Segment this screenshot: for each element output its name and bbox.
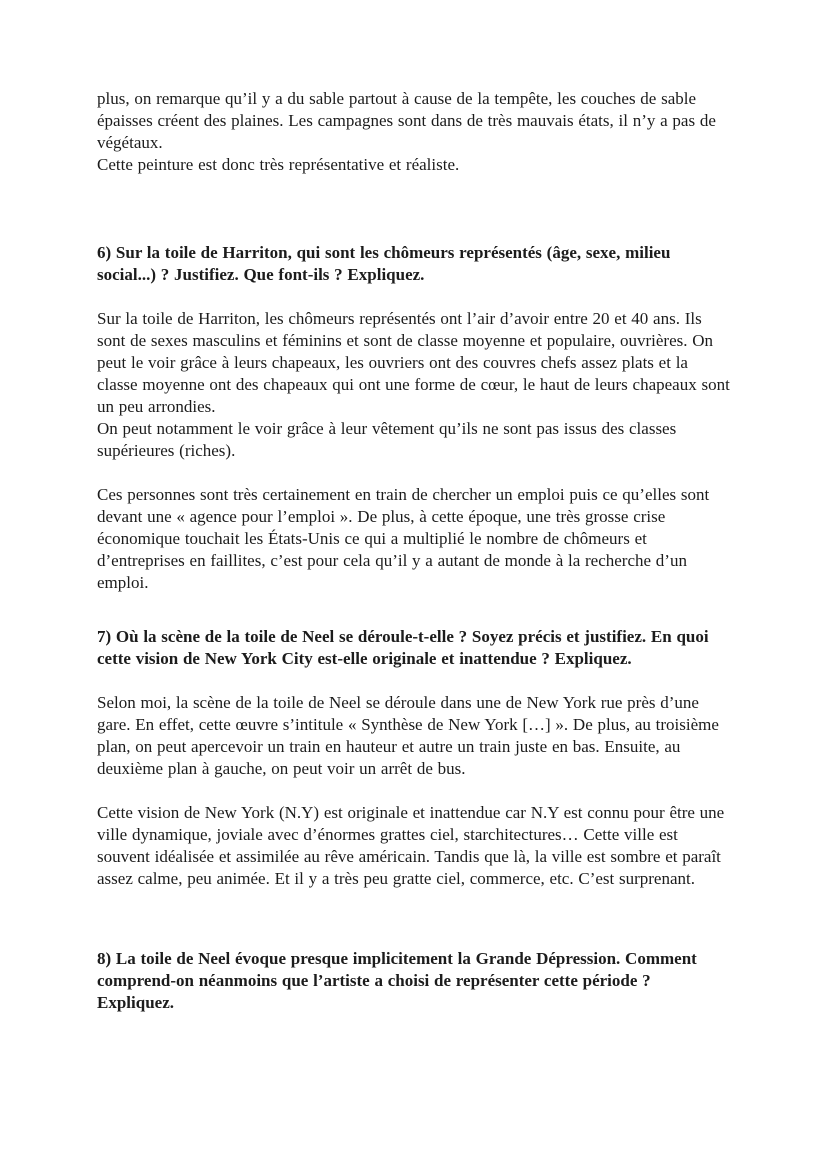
question-heading-6: 6) Sur la toile de Harriton, qui sont les chômeurs représentés (âge, sexe, milieu social...) ? Justifiez. Que font-ils ? Expliquez. — [97, 243, 671, 284]
question-heading-8: 8) La toile de Neel évoque presque implicitement la Grande Dépression. Comment comprend-on néanmoins que l’artiste a choisi de représenter cette période ? Expliquez. — [97, 949, 697, 1012]
paragraph-answer-6c: Ces personnes sont très certainement en train de chercher un emploi puis ce qu’elles sont devant une « agence pour l’emploi ». De plus, à cette époque, une très grosse crise économique touchait les États-Unis ce qui a multiplié le nombre de chômeurs et d’entreprises en faillites, c’est pour cela qu’il y a autant de monde à la recherche d’un emploi. — [97, 485, 710, 592]
paragraph-sable: plus, on remarque qu’il y a du sable partout à cause de la tempête, les couches de sable épaisses créent des plaines. Les campagnes sont dans de très mauvais états, il n’y a pas de végétaux. — [97, 89, 716, 152]
paragraph-answer-6b: On peut notamment le voir grâce à leur vêtement qu’ils ne sont pas issus des classes supérieures (riches). — [97, 419, 677, 460]
paragraph-conclusion-peinture: Cette peinture est donc très représentative et réaliste. — [97, 155, 460, 174]
paragraph-answer-6a: Sur la toile de Harriton, les chômeurs représentés ont l’air d’avoir entre 20 et 40 ans. Ils sont de sexes masculins et féminins et sont de classe moyenne et populaire, ouvrières. On peut le voir grâce à leurs chapeaux, les ouvriers ont des couvres chefs assez plats et la classe moyenne ont des chapeaux qui ont une forme de cœur, le haut de leurs chapeaux sont un peu arrondies. — [97, 309, 730, 416]
paragraph-answer-7a: Selon moi, la scène de la toile de Neel se déroule dans une de New York rue près d’une gare. En effet, cette œuvre s’intitule « Synthèse de New York […] ». De plus, au troisième plan, on peut apercevoir un train en hauteur et autre un train juste en bas. Ensuite, au deuxième plan à gauche, on peut voir un arrêt de bus. — [97, 693, 719, 778]
paragraph-answer-7b: Cette vision de New York (N.Y) est originale et inattendue car N.Y est connu pour être une ville dynamique, joviale avec d’énormes grattes ciel, starchitectures… Cette ville est souvent idéalisée et assimilée au rêve américain. Tandis que là, la ville est sombre et paraît assez calme, peu animée. Et il y a très peu gratte ciel, commerce, etc. C’est surprenant. — [97, 803, 725, 888]
question-heading-7: 7) Où la scène de la toile de Neel se déroule-t-elle ? Soyez précis et justifiez. En quoi cette vision de New York City est-elle originale et inattendue ? Expliquez. — [97, 627, 709, 668]
